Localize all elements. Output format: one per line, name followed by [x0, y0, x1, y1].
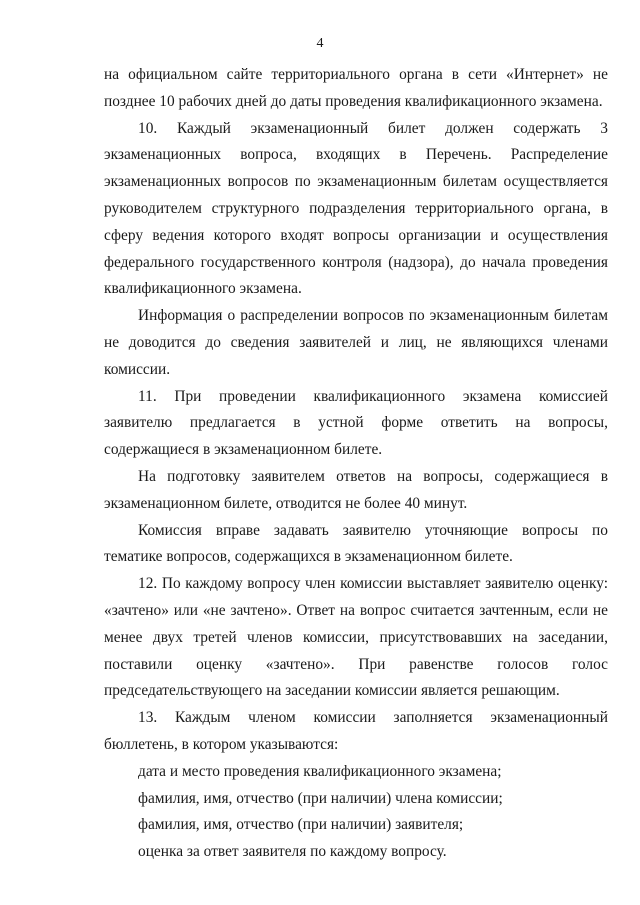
- paragraph-preparation-time: На подготовку заявителем ответов на вопросы, содержащиеся в экзаменационном билете, отводится не более 40 минут.: [104, 467, 608, 512]
- paragraph-item-10: 10. Каждый экзаменационный билет должен содержать 3 экзаменационных вопроса, входящих в Перечень. Распределение экзаменационных вопросов по экзаменационным билетам осуществляется руководителем структурного подразделения территориального органа, в сферу ведения которого входят вопросы организации и осуществления федерального государственного контроля (надзора), до начала проведения квалификационного экзамена.: [104, 119, 608, 298]
- page-number: 4: [316, 36, 324, 51]
- list-item: фамилия, имя, отчество (при наличии) заявителя;: [138, 816, 464, 834]
- list-item: дата и место проведения квалификационного экзамена;: [138, 762, 502, 780]
- paragraph-item-13: 13. Каждым членом комиссии заполняется экзаменационный бюллетень, в котором указываются:: [104, 709, 608, 753]
- paragraph-item-12: 12. По каждому вопросу член комиссии выставляет заявителю оценку: «зачтено» или «не зачтено». Ответ на вопрос считается зачтенным, если не менее двух третей членов комиссии, присутствовавших на заседании, поставили оценку «зачтено». При равенстве голосов голос председательствующего на заседании комиссии является решающим.: [104, 575, 608, 700]
- document-body: [104, 62, 608, 866]
- paragraph-distribution-info: Информация о распределении вопросов по экзаменационным билетам не доводится до сведения заявителей и лиц, не являющихся членами комиссии.: [104, 307, 608, 378]
- paragraph-continuation: на официальном сайте территориального органа в сети «Интернет» не позднее 10 рабочих дней до даты проведения квалификационного экзамена.: [104, 66, 608, 110]
- paragraph-item-11: 11. При проведении квалификационного экзамена комиссией заявителю предлагается в устной форме ответить на вопросы, содержащиеся в экзаменационном билете.: [104, 387, 608, 459]
- list-item: фамилия, имя, отчество (при наличии) члена комиссии;: [138, 789, 503, 807]
- list-item: оценка за ответ заявителя по каждому вопросу.: [138, 843, 447, 861]
- paragraph-clarifying-questions: Комиссия вправе задавать заявителю уточняющие вопросы по тематике вопросов, содержащихся в экзаменационном билете.: [104, 521, 608, 566]
